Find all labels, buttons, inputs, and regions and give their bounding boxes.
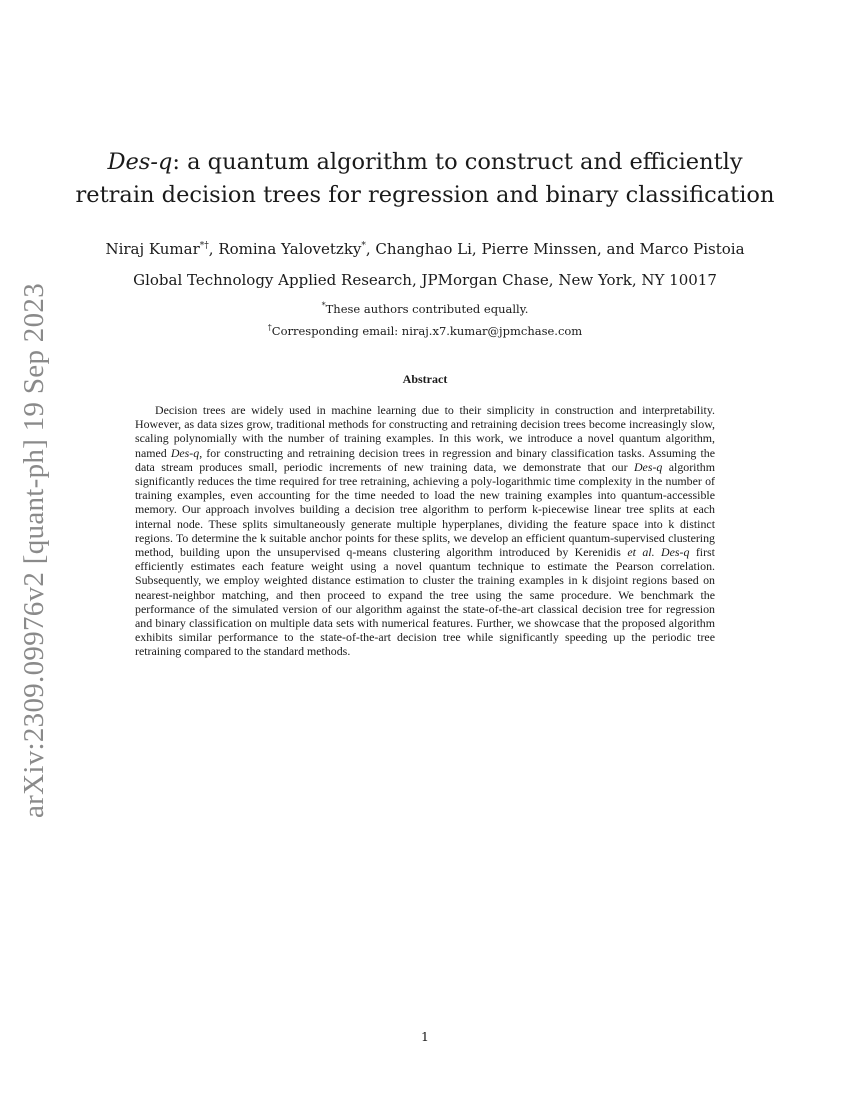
author-yalovetzky-marks: * — [361, 241, 366, 251]
title-line1-rest: : a quantum algorithm to construct and efficiently — [172, 149, 743, 175]
abstract-algorithm-name-1: Des-q — [170, 445, 200, 460]
corresponding-email-mark: † — [267, 323, 272, 332]
author-list — [70, 235, 780, 260]
affiliation: Global Technology Applied Research, JPMorgan Chase, New York, NY 10017 — [133, 271, 717, 289]
title-algorithm-name: Des-q — [107, 149, 173, 175]
arxiv-identifier-stamp — [14, 282, 56, 818]
abstract-text-2: , for constructing and retraining decision trees in regression and binary classification tasks. Assuming the data stream produces small, periodic increments of new training data, we demonstrate that our — [135, 445, 716, 474]
abstract-heading: Abstract — [402, 372, 448, 386]
paper-title — [70, 146, 780, 212]
abstract-algorithm-name-2: Des-q — [633, 459, 663, 474]
corresponding-email-note — [70, 320, 780, 339]
corresponding-email-text: Corresponding email: niraj.x7.kumar@jpmchase.com — [271, 323, 583, 338]
equal-contribution-mark: * — [321, 301, 326, 310]
abstract-text-5: first efficiently estimates each feature weight using a novel quantum technique to estimate the Pearson correlation. Subsequently, we employ weighted distance estimation to cluster the training examples in k disjoint regions based on nearest-neighbor matching, and then proceed to expand the tree using the same procedure. We benchmark the performance of the simulated version of our algorithm against the state-of-the-art classical decision tree for regression and binary classification on multiple data sets with numerical features. Further, we showcase that the proposed algorithm exhibits similar performance to the state-of-the-art decision tree while significantly speeding up the periodic tree retraining compared to the standard methods. — [135, 545, 715, 659]
author-kumar: Niraj Kumar — [105, 240, 200, 258]
author-others: , Changhao Li, Pierre Minssen, and Marco Pistoia — [365, 240, 745, 258]
equal-contribution-text: These authors contributed equally. — [325, 301, 529, 316]
equal-contribution-note — [70, 298, 780, 317]
title-line2: retrain decision trees for regression and binary classification — [75, 182, 775, 208]
author-yalovetzky: , Romina Yalovetzky — [208, 240, 362, 258]
abstract-et-al: et al. — [627, 545, 655, 560]
abstract-text-3: algorithm significantly reduces the time required for tree retraining, achieving a poly-logarithmic time complexity in the number of training examples, even accounting for the time needed to load the new training examples into quantum-accessible memory. Our approach involves building a decision tree algorithm to perform k-piecewise linear tree splits at each internal node. These splits simultaneously generate multiple hyperplanes, dividing the feature space into k distinct regions. To determine the k suitable anchor points for these splits, we develop an efficient quantum-supervised clustering method, building upon the unsupervised q-means clustering algorithm introduced by Kerenidis — [135, 459, 715, 560]
abstract-algorithm-name-3: Des-q — [661, 545, 690, 560]
page-number: 1 — [421, 1029, 429, 1044]
abstract-body — [135, 403, 715, 659]
author-kumar-marks: *† — [199, 241, 209, 251]
arxiv-identifier-text: arXiv:2309.09976v2 [quant-ph] 19 Sep 2023 — [18, 282, 51, 818]
abstract-text-1: Decision trees are widely used in machine learning due to their simplicity in construction and interpretability. However, as data sizes grow, traditional methods for constructing and retraining decision trees become increasingly slow, scaling polynomially with the number of training examples. In this work, we introduce a novel quantum algorithm, named — [135, 403, 715, 460]
